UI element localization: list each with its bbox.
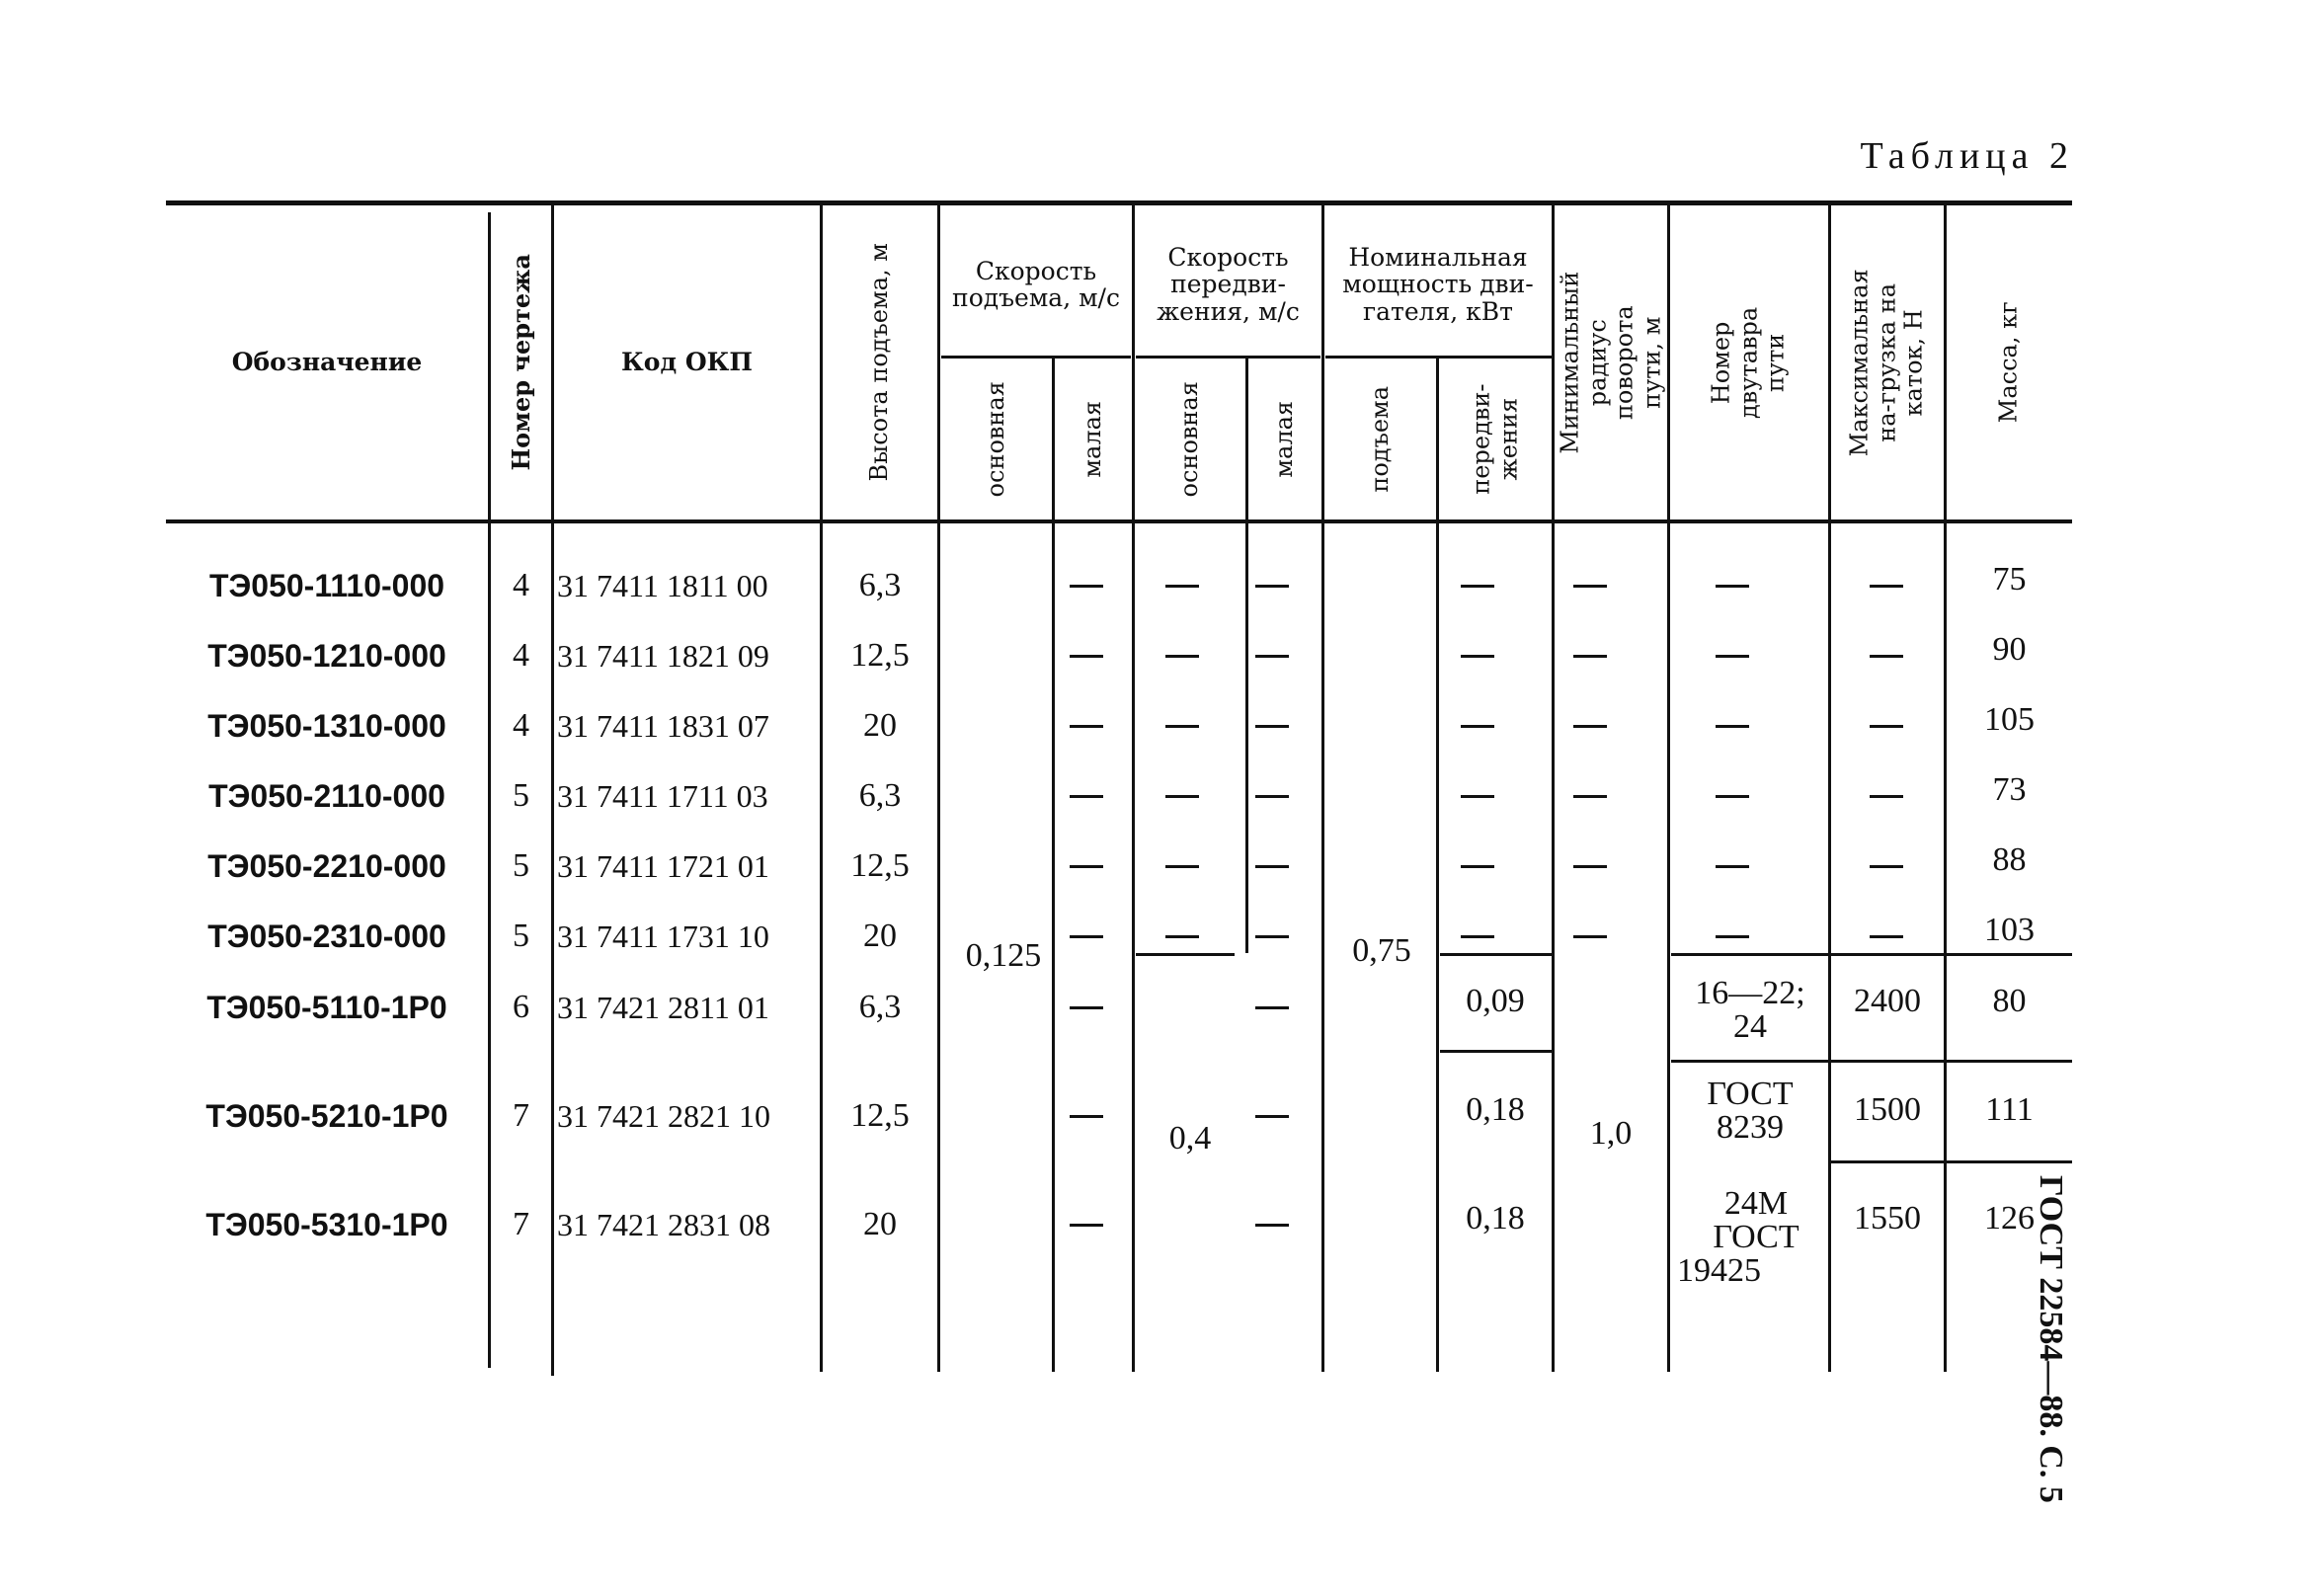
dash-mark (1070, 935, 1103, 938)
drawing-no-cell: 5 (513, 847, 529, 884)
designation-cell: ТЭ050-5210-1Р0 (205, 1097, 448, 1134)
lift-height-cell: 6,3 (858, 567, 902, 603)
dash-mark (1870, 725, 1903, 728)
designation-cell: ТЭ050-1310-000 (207, 707, 446, 744)
dash-mark (1461, 585, 1494, 588)
dash-mark (1070, 1115, 1103, 1118)
lift-height-cell: 20 (863, 918, 897, 954)
lift-height-cell: 20 (863, 707, 897, 744)
dash-mark (1573, 795, 1607, 798)
header-min-radius: Минимальный радиус поворота пути, м (1555, 271, 1665, 454)
dash-mark (1461, 795, 1494, 798)
mass-cell: 103 (1984, 912, 2035, 948)
ibeam-line: 16—22; (1695, 975, 1805, 1011)
dash-mark (1070, 1224, 1103, 1227)
row-rule (1831, 1160, 2072, 1163)
okp-code-cell: 31 7411 1811 00 (557, 567, 768, 603)
mass-cell: 105 (1984, 701, 2035, 738)
travel-power-cell: 0,18 (1466, 1091, 1525, 1128)
header-travel-speed: Скорость передви-жения, м/с (1157, 242, 1300, 326)
dash-mark (1165, 935, 1199, 938)
ibeam-line: ГОСТ (1713, 1219, 1799, 1255)
lift-height-cell: 6,3 (858, 989, 902, 1025)
dash-mark (1870, 655, 1903, 658)
designation-cell: ТЭ050-2110-000 (208, 777, 445, 814)
dash-mark (1870, 585, 1903, 588)
dash-mark (1573, 655, 1607, 658)
travel-power-cell: 0,18 (1466, 1200, 1525, 1237)
header-designation: Обозначение (231, 348, 423, 377)
mass-cell: 75 (1992, 561, 2027, 598)
ibeam-value-3 (1671, 1178, 1835, 1297)
designation-cell: ТЭ050-5110-1Р0 (206, 989, 447, 1025)
lift-height-cell: 12,5 (850, 637, 910, 674)
dash-mark (1716, 725, 1749, 728)
header-max-load: Максимальная на-грузка на каток, Н (1845, 268, 1928, 457)
dash-mark (1461, 865, 1494, 868)
dash-mark (1070, 795, 1103, 798)
okp-code-cell: 31 7411 1721 01 (557, 847, 769, 884)
dash-mark (1255, 1115, 1289, 1118)
designation-cell: ТЭ050-1210-000 (207, 637, 446, 674)
drawing-no-cell: 6 (513, 989, 529, 1025)
max-load-cell: 1550 (1854, 1200, 1921, 1237)
dash-mark (1165, 655, 1199, 658)
ibeam-line: 19425 (1677, 1252, 1761, 1289)
dash-mark (1573, 725, 1607, 728)
min-radius-value: 1,0 (1589, 1115, 1633, 1152)
okp-code-cell: 31 7421 2821 10 (557, 1097, 770, 1134)
dash-mark (1870, 795, 1903, 798)
okp-code-cell: 31 7421 2811 01 (557, 989, 769, 1025)
header-travel-speed-main: основная (1175, 380, 1204, 498)
okp-code-cell: 31 7411 1831 07 (557, 707, 769, 744)
mass-cell: 90 (1992, 631, 2027, 668)
header-power-travel: передви-жения (1467, 383, 1522, 495)
dash-mark (1255, 865, 1289, 868)
travel-speed-main-value: 0,4 (1168, 1120, 1212, 1157)
lift-speed-main-value: 0,125 (965, 937, 1042, 974)
dash-mark (1716, 655, 1749, 658)
header-ibeam-no: Номер двутавра пути (1707, 306, 1790, 419)
ibeam-line: 24М (1723, 1185, 1789, 1222)
row-rule (1671, 1060, 2072, 1063)
dash-mark (1716, 585, 1749, 588)
dash-mark (1070, 725, 1103, 728)
designation-cell: ТЭ050-1110-000 (208, 567, 445, 603)
lift-height-cell: 6,3 (858, 777, 902, 814)
dash-mark (1255, 1006, 1289, 1009)
page-footer-note: ГОСТ 22584—88. С. 5 (2033, 1175, 2069, 1503)
ibeam-line: 24 (1733, 1008, 1767, 1045)
dash-mark (1165, 865, 1199, 868)
okp-code-cell: 31 7411 1731 10 (557, 918, 769, 954)
ibeam-line: ГОСТ (1707, 1076, 1794, 1112)
mass-cell: 73 (1992, 771, 2027, 808)
mass-cell: 80 (1992, 983, 2027, 1019)
mass-cell: 88 (1992, 841, 2027, 878)
dash-mark (1070, 865, 1103, 868)
table-title: Таблица 2 (1860, 135, 2074, 177)
okp-code-cell: 31 7411 1821 09 (557, 637, 769, 674)
drawing-no-cell: 5 (513, 777, 529, 814)
dash-mark (1870, 865, 1903, 868)
lift-power-value: 0,75 (1352, 932, 1411, 969)
dash-mark (1255, 725, 1289, 728)
okp-code-cell: 31 7421 2831 08 (557, 1206, 770, 1242)
data-table (166, 200, 2072, 1376)
row-rule (1440, 953, 1555, 956)
header-travel-speed-low: малая (1270, 400, 1299, 478)
dash-mark (1070, 655, 1103, 658)
dash-mark (1255, 585, 1289, 588)
drawing-no-cell: 7 (513, 1097, 529, 1134)
dash-mark (1165, 795, 1199, 798)
header-power-lift: подъема (1365, 385, 1394, 493)
row-rule (1136, 953, 1235, 956)
ibeam-value-1 (1671, 971, 1829, 1050)
ibeam-value-2 (1671, 1072, 1829, 1151)
dash-mark (1716, 865, 1749, 868)
drawing-no-cell: 4 (513, 637, 529, 674)
dash-mark (1573, 935, 1607, 938)
designation-cell: ТЭ050-5310-1Р0 (205, 1206, 448, 1242)
dash-mark (1573, 865, 1607, 868)
dash-mark (1870, 935, 1903, 938)
drawing-no-cell: 4 (513, 707, 529, 744)
header-drawing-no: Номер чертежа (506, 254, 535, 471)
drawing-no-cell: 4 (513, 567, 529, 603)
dash-mark (1461, 655, 1494, 658)
mass-cell: 126 (1984, 1200, 2035, 1237)
lift-height-cell: 20 (863, 1206, 897, 1242)
header-bottom-rule (166, 519, 2072, 523)
header-lift-speed-main: основная (981, 380, 1009, 498)
max-load-cell: 1500 (1854, 1091, 1921, 1128)
lift-height-cell: 12,5 (850, 847, 910, 884)
drawing-no-cell: 7 (513, 1206, 529, 1242)
ibeam-line: 8239 (1717, 1109, 1784, 1146)
header-okp-code: Код ОКП (621, 348, 753, 377)
header-mass: Масса, кг (1994, 301, 2023, 424)
dash-mark (1461, 725, 1494, 728)
header-lift-speed: Скорость подъема, м/с (952, 256, 1120, 312)
dash-mark (1165, 585, 1199, 588)
dash-mark (1716, 935, 1749, 938)
dash-mark (1255, 655, 1289, 658)
designation-cell: ТЭ050-2310-000 (207, 918, 446, 954)
travel-power-cell: 0,09 (1466, 983, 1525, 1019)
dash-mark (1573, 585, 1607, 588)
dash-mark (1716, 795, 1749, 798)
dash-mark (1070, 585, 1103, 588)
dash-mark (1255, 1224, 1289, 1227)
drawing-no-cell: 5 (513, 918, 529, 954)
header-motor-power: Номинальная мощность дви-гателя, кВт (1342, 242, 1534, 326)
header-lift-speed-low: малая (1079, 400, 1107, 478)
row-rule (1440, 1050, 1555, 1053)
max-load-cell: 2400 (1854, 983, 1921, 1019)
lift-height-cell: 12,5 (850, 1097, 910, 1134)
dash-mark (1070, 1006, 1103, 1009)
designation-cell: ТЭ050-2210-000 (207, 847, 446, 884)
dash-mark (1255, 935, 1289, 938)
okp-code-cell: 31 7411 1711 03 (557, 777, 768, 814)
dash-mark (1461, 935, 1494, 938)
header-lift-height: Высота подъема, м (865, 243, 894, 482)
mass-cell: 111 (1985, 1091, 2034, 1128)
dash-mark (1165, 725, 1199, 728)
dash-mark (1255, 795, 1289, 798)
